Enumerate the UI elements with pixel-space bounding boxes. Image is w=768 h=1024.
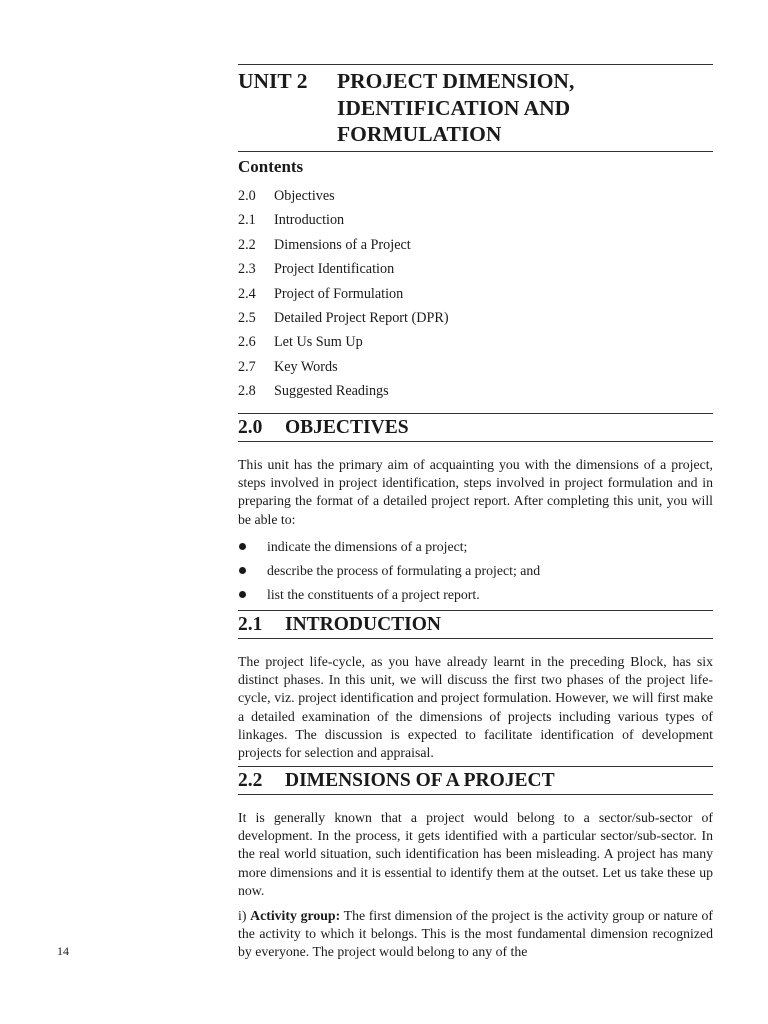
activity-lead: Activity group:	[250, 908, 341, 924]
toc-item[interactable]	[238, 235, 449, 259]
list-item-text: list the constituents of a project report.	[267, 587, 480, 603]
unit-title-line: FORMULATION	[337, 122, 502, 146]
toc-title: Suggested Readings	[274, 383, 389, 400]
page-number: 14	[57, 944, 69, 958]
toc-title: Dimensions of a Project	[274, 236, 411, 253]
section-title: DIMENSIONS OF A PROJECT	[285, 770, 555, 791]
list-item-text: indicate the dimensions of a project;	[267, 538, 468, 554]
unit-header	[238, 64, 713, 152]
toc-title: Objectives	[274, 188, 335, 204]
bottom-rule	[238, 151, 713, 152]
toc-title: Key Words	[274, 358, 338, 375]
unit-title	[238, 65, 713, 151]
toc-title: Project of Formulation	[274, 285, 404, 302]
section-rule-bottom	[238, 794, 713, 795]
section-rule-bottom	[238, 441, 713, 442]
introduction-paragraph: The project life-cycle, as you have already learnt in the preceding Block, has six distinct phases. In this unit, we will discuss the first two phases of the project life-cycle, viz. project identification and project formulation. However, we will first make a detailed examination of the dimensions of projects including various types of linkages. The discussion is expected to facilitate identification of development projects for selection and appraisal.	[238, 654, 713, 761]
bullet-icon	[238, 586, 267, 610]
toc-title: Introduction	[274, 212, 345, 229]
toc-number: 2.7	[238, 358, 256, 375]
toc-item[interactable]	[238, 210, 449, 234]
toc-number: 2.2	[238, 236, 256, 253]
dimensions-paragraph: It is generally known that a project would belong to a sector/sub-sector of development. In the process, it gets identified with a particular sector/sub-sector. In the real world situation, such identification has been misleading. A project has many more dimensions and it is essential to identify them at the outset. Let us take these up now.	[238, 810, 713, 898]
section-number: 2.0	[238, 417, 263, 438]
toc-item[interactable]	[238, 284, 449, 308]
toc-title: Detailed Project Report (DPR)	[274, 309, 449, 326]
unit-title-line: PROJECT DIMENSION,	[337, 69, 575, 93]
toc-number: 2.0	[238, 188, 256, 204]
objectives-list	[238, 538, 713, 611]
toc-item[interactable]	[238, 357, 449, 381]
section-objectives	[238, 413, 713, 610]
section-dimensions	[238, 766, 713, 962]
bullet-icon	[238, 538, 267, 562]
contents-heading: Contents	[238, 157, 304, 176]
toc-number: 2.6	[238, 334, 256, 351]
section-heading	[238, 414, 713, 441]
toc-item[interactable]	[238, 332, 449, 356]
list-item	[238, 562, 713, 586]
section-number: 2.2	[238, 770, 263, 791]
unit-name	[337, 68, 574, 148]
toc-title: Project Identification	[274, 261, 395, 278]
activity-prefix: i)	[238, 908, 251, 924]
toc-number: 2.4	[238, 285, 256, 302]
section-heading	[238, 611, 713, 638]
activity-group-paragraph	[238, 907, 713, 962]
unit-title-line: IDENTIFICATION AND	[337, 95, 571, 120]
toc-item[interactable]	[238, 308, 449, 332]
list-item	[238, 586, 713, 610]
toc-title: Let Us Sum Up	[274, 334, 363, 351]
section-introduction	[238, 610, 713, 762]
toc-number: 2.1	[238, 212, 256, 229]
toc-number: 2.3	[238, 261, 256, 278]
unit-label: UNIT 2	[238, 69, 308, 93]
section-number: 2.1	[238, 614, 263, 635]
objectives-paragraph: This unit has the primary aim of acquainting you with the dimensions of a project, steps involved in project identification, steps involved in project formulation and in preparing the format of a detailed project report. After completing this unit, you will be able to:	[238, 457, 713, 527]
bullet-icon	[238, 562, 267, 586]
activity-text: The first dimension of the project is the activity group or nature of the activity to which it belongs. This is the most fundamental dimension recognized by everyone. The project would belong to any of the	[238, 908, 713, 960]
section-heading	[238, 767, 713, 794]
toc-number: 2.5	[238, 309, 256, 326]
section-title: INTRODUCTION	[285, 614, 442, 635]
table-of-contents	[238, 186, 449, 406]
list-item-text: describe the process of formulating a project; and	[267, 563, 541, 578]
section-title: OBJECTIVES	[285, 417, 409, 438]
section-rule-bottom	[238, 638, 713, 639]
toc-item[interactable]	[238, 259, 449, 283]
toc-item[interactable]	[238, 186, 449, 210]
toc-number: 2.8	[238, 383, 256, 400]
toc-item[interactable]	[238, 381, 449, 405]
list-item	[238, 538, 713, 562]
